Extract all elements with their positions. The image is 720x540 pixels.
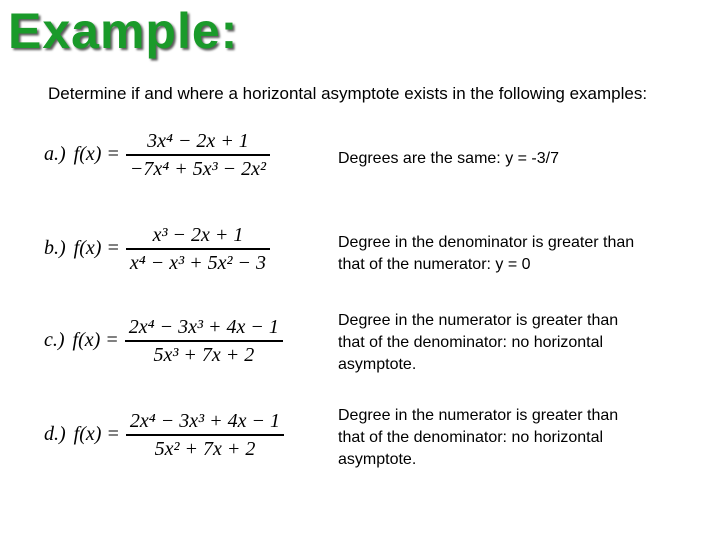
description-line: Degrees are the same: y = -3/7 xyxy=(338,150,559,167)
denominator: 5x³ + 7x + 2 xyxy=(153,343,255,366)
description-line: that of the denominator: no horizontal xyxy=(338,334,604,351)
description-line: that of the denominator: no horizontal xyxy=(338,429,604,446)
description-line: that of the numerator: y = 0 xyxy=(338,256,531,273)
example-d-description xyxy=(338,405,698,471)
example-b-formula xyxy=(44,222,270,276)
numerator: x³ − 2x + 1 xyxy=(152,224,244,246)
numerator: 2x⁴ − 3x³ + 4x − 1 xyxy=(129,410,280,432)
description-line: Degree in the numerator is greater than xyxy=(338,407,619,424)
fraction xyxy=(126,408,284,462)
example-label: c.) xyxy=(44,329,65,352)
description-line: asymptote. xyxy=(338,356,417,373)
example-d-formula xyxy=(44,408,284,462)
function-name: f(x) = xyxy=(73,143,120,166)
example-label: b.) xyxy=(44,237,66,260)
denominator: −7x⁴ + 5x³ − 2x² xyxy=(129,157,266,180)
example-label: d.) xyxy=(44,423,66,446)
description-line: Degree in the numerator is greater than xyxy=(338,312,619,329)
numerator: 3x⁴ − 2x + 1 xyxy=(147,130,249,152)
instructions-text: Determine if and where a horizontal asymptote exists in the following examples: xyxy=(48,84,648,103)
page-title: Example: xyxy=(8,3,239,59)
denominator: 5x² + 7x + 2 xyxy=(154,437,256,460)
example-label: a.) xyxy=(44,143,66,166)
function-name: f(x) = xyxy=(72,329,119,352)
example-c-description xyxy=(338,310,698,376)
example-b-description xyxy=(338,232,698,276)
fraction xyxy=(125,314,283,368)
example-c-formula xyxy=(44,314,283,368)
function-name: f(x) = xyxy=(73,237,120,260)
example-a-formula xyxy=(44,128,270,182)
example-a-description xyxy=(338,148,698,170)
denominator: x⁴ − x³ + 5x² − 3 xyxy=(129,251,266,274)
function-name: f(x) = xyxy=(73,423,120,446)
numerator: 2x⁴ − 3x³ + 4x − 1 xyxy=(128,316,279,338)
description-line: asymptote. xyxy=(338,451,417,468)
fraction xyxy=(126,222,270,276)
fraction xyxy=(126,128,270,182)
description-line: Degree in the denominator is greater than xyxy=(338,234,635,251)
